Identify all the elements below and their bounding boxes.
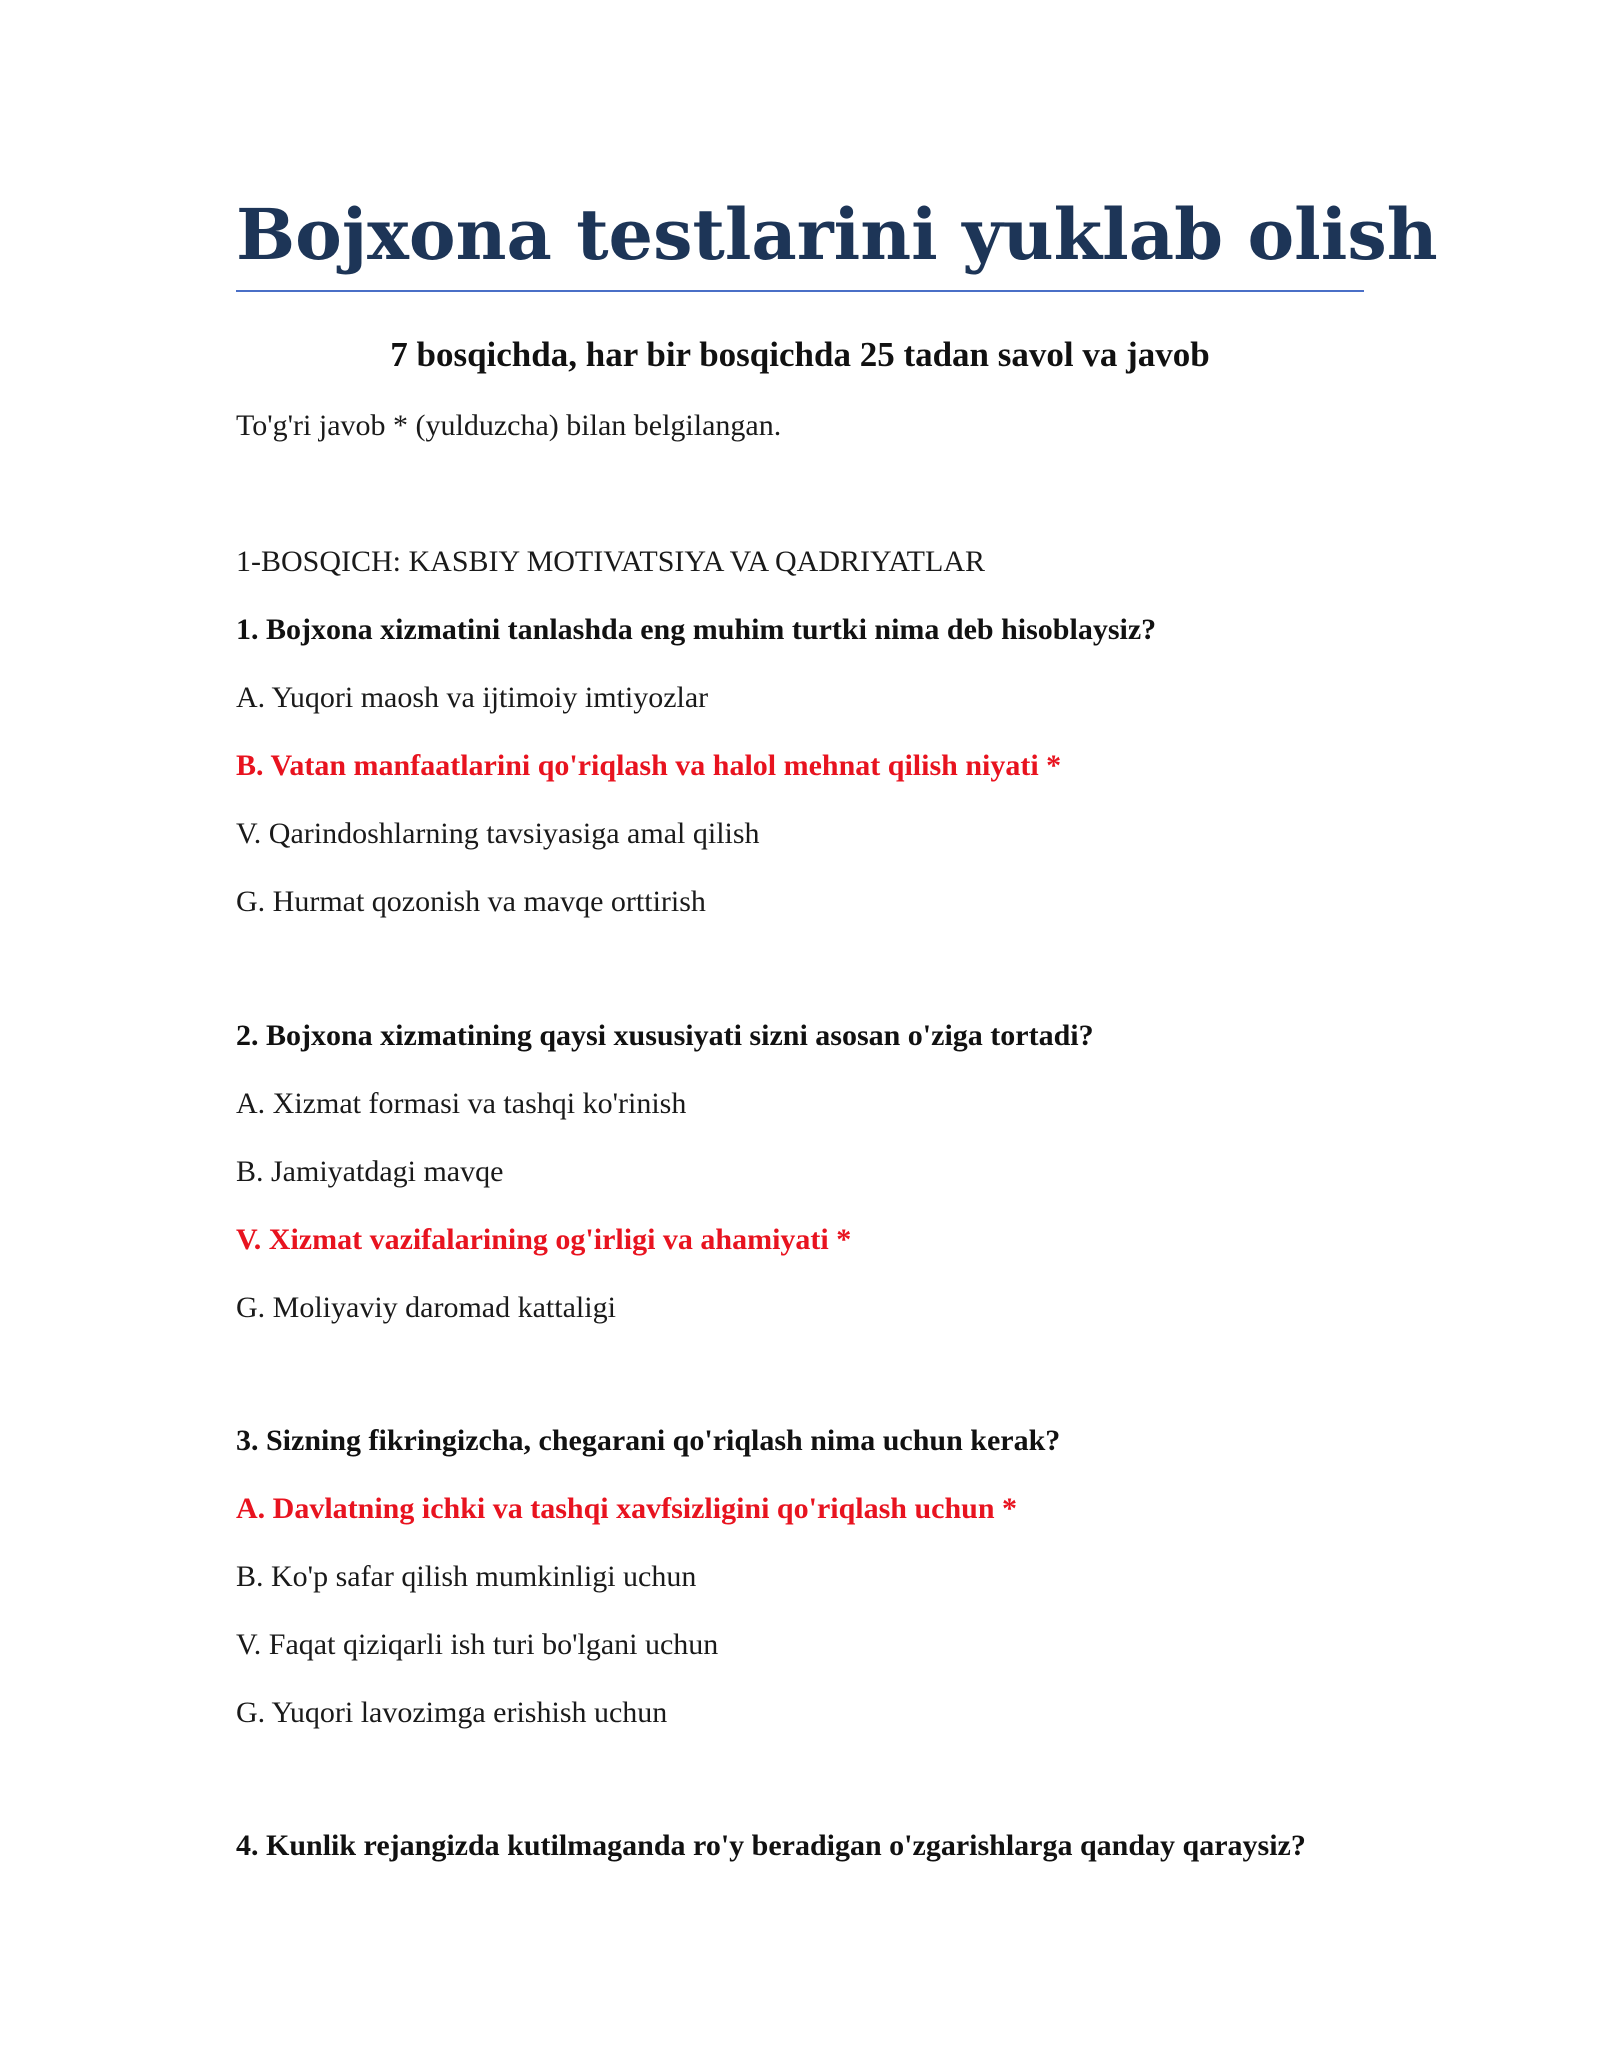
answer-option-a-correct: A. Davlatning ichki va tashqi xavfsizligini qo'riqlash uchun * [236, 1492, 1018, 1525]
question-2 [236, 1012, 1364, 1352]
answer-option-b: B. Jamiyatdagi mavqe [236, 1155, 504, 1188]
answer-option-g: G. Moliyaviy daromad kattaligi [236, 1291, 616, 1324]
question-text: 2. Bojxona xizmatining qaysi xususiyati sizni asosan o'ziga tortadi? [236, 1019, 1094, 1052]
answer-option-a: A. Yuqori maosh va ijtimoiy imtiyozlar [236, 681, 709, 714]
question-text: 4. Kunlik rejangizda kutilmaganda ro'y beradigan o'zgarishlarga qanday qaraysiz? [236, 1829, 1306, 1862]
document-subtitle: 7 bosqichda, har bir bosqichda 25 tadan savol va javob [390, 335, 1210, 374]
section-heading: 1-BOSQICH: KASBIY MOTIVATSIYA VA QADRIYATLAR [236, 545, 985, 578]
document-title: Bojxona testlarini yuklab olish [236, 193, 1438, 276]
question-text: 1. Bojxona xizmatini tanlashda eng muhim turtki nima deb hisoblaysiz? [236, 613, 1157, 646]
title-underline [236, 290, 1364, 292]
answer-option-v-correct: V. Xizmat vazifalarining og'irligi va ahamiyati * [236, 1223, 852, 1256]
question-3 [236, 1417, 1364, 1757]
answer-option-v: V. Qarindoshlarning tavsiyasiga amal qilish [236, 817, 760, 850]
question-4 [236, 1822, 1364, 1890]
answer-option-v: V. Faqat qiziqarli ish turi bo'lgani uchun [236, 1628, 719, 1661]
answer-option-a: A. Xizmat formasi va tashqi ko'rinish [236, 1087, 687, 1120]
answer-option-b-correct: B. Vatan manfaatlarini qo'riqlash va halol mehnat qilish niyati * [236, 749, 1062, 782]
answer-key-note: To'g'ri javob * (yulduzcha) bilan belgilangan. [236, 409, 782, 442]
question-1 [236, 606, 1364, 946]
answer-option-b: B. Ko'p safar qilish mumkinligi uchun [236, 1560, 697, 1593]
question-text: 3. Sizning fikringizcha, chegarani qo'riqlash nima uchun kerak? [236, 1424, 1061, 1457]
answer-option-g: G. Yuqori lavozimga erishish uchun [236, 1696, 668, 1729]
answer-option-g: G. Hurmat qozonish va mavqe orttirish [236, 885, 706, 918]
